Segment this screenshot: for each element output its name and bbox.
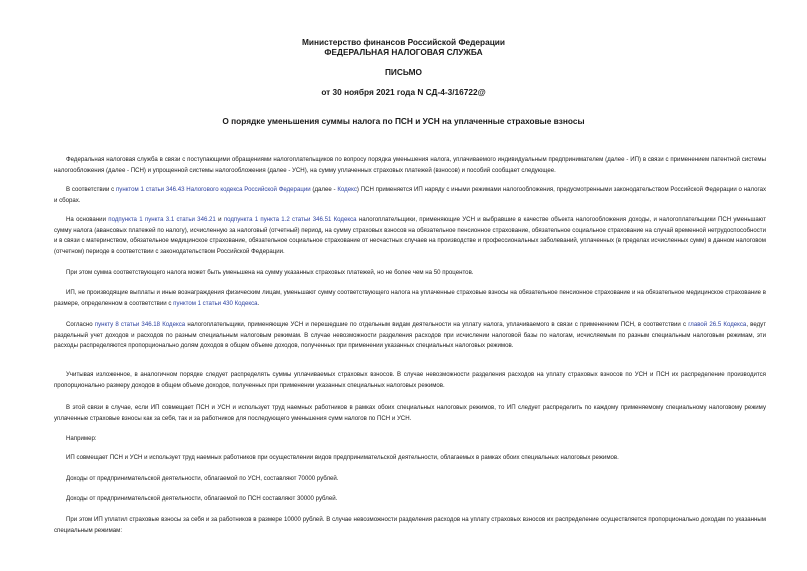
paragraph-8: В этой связи в случае, если ИП совмещает ПСН и УСН и использует труд наемных работников в рамках обоих специальных налоговых режимов, то ИП следует распределить по каждому применяемому специальному налоговому режиму уплаченные страховые взносы как за себя, так и за работников для последующего уменьшения сумм налогов по ПСН и УСН. — [54, 404, 766, 422]
doc-title: О порядке уменьшения суммы налога по ПСН и УСН на уплаченные страховые взносы — [222, 116, 585, 126]
paragraph-9: Например: — [66, 435, 97, 442]
text-run: . — [257, 299, 260, 307]
paragraph-10: ИП совмещает ПСН и УСН и использует труд наемных работников при осуществлении видов предпринимательской деятельности, облагаемых в рамках обоих специальных налоговых режимов. — [66, 454, 619, 461]
text-run: Согласно — [66, 321, 95, 328]
paragraph-1: Федеральная налоговая служба в связи с поступающими обращениями налогоплательщиков по вопросу порядка уменьшения налога, уплачиваемого индивидуальным предпринимателем (далее - ИП) в связи с применением патентной системы налогообложения (далее - ПСН) и упрощенной системы налогообложения (далее - УСН), на сумму уплаченных страховых платежей (взносов) и пособий сообщает следующее. — [54, 156, 766, 174]
link-article-430[interactable]: пунктом 1 статьи 430 Кодекса — [173, 299, 258, 307]
link-chapter-26-5[interactable]: главой 26.5 Кодекса — [688, 321, 747, 328]
text-run: (далее - — [310, 186, 338, 193]
doc-date-number: от 30 ноября 2021 года N СД-4-3/16722@ — [321, 87, 486, 97]
paragraph-3 — [54, 215, 766, 257]
link-article-346-18[interactable]: пункту 8 статьи 346.18 Кодекса — [94, 321, 186, 328]
text-run: В соответствии с — [66, 186, 116, 193]
text-run: налогоплательщики, применяющие УСН и перешедшие по отдельным видам деятельности на уплату налога, уплачиваемого в связи с применением ПСН, в соответствии с — [185, 321, 689, 328]
text-run: налогоплательщики, применяющие УСН и выбравшие в качестве объекта налогообложения доходы, и налогоплательщики ПСН уменьшают сумму налога (авансовых платежей по налогу), исчисленную за налоговый (отчетный) период, на сумму страховых взносов на обязательное пенсионное страхование, обязательное социальное страхование на случай временной нетрудоспособности и в связи с материнством, обязательное медицинское страхование, обязательное социальное страхование от несчастных случаев на производстве и профессиональных заболеваний, уплаченных (в пределах исчисленных сумм) в данном налоговом (отчетном) периоде в соответствии с законодательством Российской Федерации. — [54, 216, 767, 255]
paragraph-7: Учитывая изложенное, в аналогичном порядке следует распределять суммы уплачиваемых страховых взносов. В случае невозможности разделения расходов на уплату страховых взносов по УСН и ПСН их распределение производится пропорционально размеру доходов в общем объеме доходов, полученных при применении указанных специальных налоговых режимов. — [54, 371, 766, 389]
text-run: ) ПСН применяется ИП наряду с иными режимами налогообложения, предусмотренными законодательством Российской Федерации о налогах и сборах. — [54, 186, 767, 204]
service-heading: ФЕДЕРАЛЬНАЯ НАЛОГОВАЯ СЛУЖБА — [324, 47, 483, 57]
paragraph-6 — [54, 320, 766, 352]
ministry-heading: Министерство финансов Российской Федерации — [301, 37, 506, 47]
text-run: На основании — [66, 216, 109, 223]
text-run: и — [215, 216, 224, 223]
paragraph-5 — [54, 288, 766, 309]
doc-type-heading: ПИСЬМО — [384, 67, 423, 77]
paragraph-2 — [54, 185, 766, 206]
link-code[interactable]: Кодекс — [337, 186, 357, 193]
text-run: ИП, не производящие выплаты и иные вознаграждения физическим лицам, уменьшают сумму соответствующего налога на уплаченные страховые взносы на обязательное пенсионное страхование и на обязательное медицинское страхование в размере, определенном в соответствии с — [54, 289, 766, 307]
link-article-346-21[interactable]: подпункта 1 пункта 3.1 статьи 346.21 — [108, 216, 216, 223]
paragraph-12: Доходы от предпринимательской деятельности, облагаемой по ПСН составляют 30000 рублей. — [66, 495, 338, 502]
link-article-346-51[interactable]: подпункта 1 пункта 1.2 статьи 346.51 Кодекса — [223, 216, 357, 223]
paragraph-4: При этом сумма соответствующего налога может быть уменьшена на сумму указанных страховых платежей, но не более чем на 50 процентов. — [66, 269, 474, 276]
paragraph-13: При этом ИП уплатил страховые взносы за себя и за работников в размере 10000 рублей. В случае невозможности разделения расходов на уплату страховых взносов их распределение осуществляется пропорционально доходам по указанным специальным режимам: — [54, 516, 766, 534]
text-run: , ведут раздельный учет доходов и расходов по разным специальным налоговым режимам. В случае невозможности разделения расходов при исчислении налоговой базы по налогам, исчисляемым по разным специальным налоговым режимам, эти расходы распределяются пропорционально долям доходов в общем объеме доходов, полученных при применении указанных специальных налоговых режимов. — [54, 321, 766, 349]
paragraph-11: Доходы от предпринимательской деятельности, облагаемой по УСН, составляют 70000 рублей. — [66, 475, 339, 482]
link-article-346-43[interactable]: пунктом 1 статьи 346.43 Налогового кодекса Российской Федерации — [115, 186, 311, 193]
